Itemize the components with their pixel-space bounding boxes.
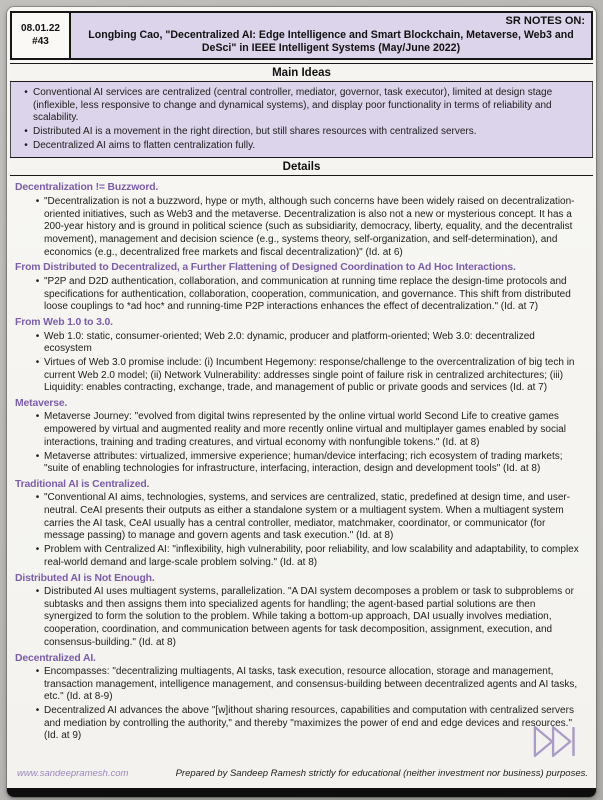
header	[10, 11, 593, 60]
section-heading: Decentralization != Buzzword.	[15, 182, 159, 194]
list-item-text: "Decentralization is not a buzzword, hype or myth, although such concerns have been widely raised on decentralization-oriented initiatives, such as Web3 and the metaverse. Decentralization is also not a new or mysterious concept. It has a 200-year history and is ground in political science (such as subsidiarity, democracy, liberty, equality, and the decentralist movement), management and decision science (e.g., systems theory, self-organization, and self-determination), and economics (e.g., decentralized free markets and fiscal decentralization)" (Id. at 6)	[44, 195, 575, 258]
details-section	[15, 261, 585, 314]
main-ideas-box	[10, 82, 593, 157]
list-item	[15, 586, 585, 649]
list-item-text: "P2P and D2D authentication, collaboration, and communication at running time replace the design-time protocols and specifications for authentication, collaboration, cooperation, communication, and governance. This shift from distributed loose couplings to *ad hoc* and running-time P2P interactions enhances the effect of decentralization." (Id. at 7)	[44, 275, 571, 313]
fast-forward-icon	[532, 723, 578, 760]
list-item	[15, 544, 585, 569]
list-item-text: Decentralized AI aims to flatten centralization fully.	[33, 139, 256, 151]
details-section	[15, 652, 585, 744]
bullet-icon: •	[35, 195, 40, 207]
sr-notes-label: SR NOTES ON:	[505, 15, 585, 27]
details-section	[15, 572, 585, 650]
details-section	[15, 397, 585, 476]
list-item	[15, 357, 585, 395]
date-badge	[10, 11, 71, 60]
footer	[17, 768, 588, 779]
list-item	[19, 87, 582, 125]
list-item	[15, 451, 585, 476]
section-heading: Traditional AI is Centralized.	[15, 478, 150, 490]
citation: Longbing Cao, "Decentralized AI: Edge Intelligence and Smart Blockchain, Metaverse, Web3 and DeSci" in IEEE Intelligent Systems (May/June 2022)	[88, 29, 574, 55]
list-item-text: Decentralized AI advances the above "[w]ithout sharing resources, capabilities and computation with centralized servers and mediation by controlling the authority," and thereby "maximizes the power of end and edge devices and resources." (Id. at 9)	[44, 705, 574, 742]
list-item	[19, 126, 582, 139]
section-heading: Decentralized AI.	[15, 652, 96, 664]
list-item	[15, 331, 585, 356]
details-content	[10, 176, 593, 743]
bullet-icon: •	[35, 666, 40, 678]
section-heading: Distributed AI is Not Enough.	[15, 572, 155, 584]
list-item-text: Metaverse attributes: virtualized, immersive experience; human/device interfacing; rich ecosystem of trading markets; "suite of enabling technologies for infrastructure, interfacing, interaction, design and development tools" (Id. at 8)	[44, 450, 563, 475]
section-heading: From Distributed to Decentralized, a Further Flattening of Designed Coordination to Ad Hoc Interactions.	[15, 262, 516, 274]
list-item-text: Encompasses: "decentralizing multiagents, AI tasks, task execution, resource allocation, storage and management, transaction management, intelligence management, and consensus-building between decentralized agents and AI tasks, etc." (Id. at 8-9)	[44, 666, 578, 703]
date-text: 08.01.22	[21, 23, 60, 35]
bullet-icon: •	[35, 275, 40, 287]
list-item	[15, 196, 585, 259]
note-number: #43	[32, 35, 49, 47]
bullet-icon: •	[35, 356, 40, 368]
list-item-text: Problem with Centralized AI: "inflexibility, high vulnerability, poor reliability, and low scalability and adaptability, to complex real-world demand and large-scale problem solving." (Id. at 8)	[44, 544, 579, 568]
bullet-icon: •	[35, 705, 40, 717]
bullet-icon: •	[35, 544, 40, 556]
list-item-text: "Conventional AI aims, technologies, systems, and services are centralized, static, predefined at design time, and user-neutral. CeAI presents their outputs as either a standalone system or a multiagent system. When a multiagent system carries the AI task, CeAI usually has a central controller, mediator, matchmaker, coordinator, or communicator (for message passing) to manage and govern agents and task execution." (Id. at 8)	[44, 492, 571, 542]
bullet-icon: •	[24, 139, 28, 151]
list-item	[15, 705, 585, 743]
list-item	[15, 276, 585, 314]
bullet-icon: •	[24, 126, 28, 138]
list-item	[15, 492, 585, 543]
disclaimer-text: Prepared by Sandeep Ramesh strictly for educational (neither investment nor business) purposes.	[175, 768, 588, 779]
bullet-icon: •	[35, 330, 40, 342]
list-item	[19, 140, 582, 153]
list-item	[15, 666, 585, 704]
details-header: Details	[10, 157, 593, 176]
list-item-text: Distributed AI uses multiagent systems, parallelization. "A DAI system decomposes a problem or task to subproblems or subtasks and then assigns them into specialized agents for handling; the agent-based partial solutions are then synergized to form the solution to the problem. While taking a bottom-up approach, DAI usually involves mediation, cooperation, coordination, and communication between agents for task decomposition, assignment, execution, and consensus-building." (Id. at 8)	[44, 586, 574, 648]
bullet-icon: •	[35, 450, 40, 462]
website-link[interactable]: www.sandeepramesh.com	[17, 768, 129, 779]
bullet-icon: •	[24, 87, 28, 99]
list-item-text: Virtues of Web 3.0 promise include: (i) Incumbent Hegemony: response/challenge to the overcentralization of big tech in current Web 2.0 model; (ii) Network Vulnerability: addresses single point of failure risk in centralized architectures; (iii) Liquidity: enables contracting, exchange, trade, and management of public or private goods and services (Id. at 7)	[44, 356, 575, 394]
details-section	[15, 478, 585, 570]
bullet-icon: •	[35, 586, 40, 598]
main-ideas-header: Main Ideas	[10, 63, 593, 82]
section-heading: Metaverse.	[15, 397, 68, 409]
title-box	[69, 11, 593, 60]
section-heading: From Web 1.0 to 3.0.	[15, 317, 113, 328]
list-item-text: Metaverse Journey: "evolved from digital twins represented by the online virtual world Second Life to creative games empowered by virtual and augmented reality and more recently online virtual and multiplayer games enabled by social interactions, training and trading creatures, and virtual economy with nonfungible tokens." (Id. at 8)	[44, 411, 566, 448]
list-item	[15, 411, 585, 449]
notes-page	[7, 7, 596, 797]
bullet-icon: •	[35, 411, 40, 423]
details-section	[15, 316, 585, 395]
bullet-icon: •	[35, 492, 40, 504]
list-item-text: Conventional AI services are centralized (central controller, mediator, governor, task executor), limited at design stage (inflexible, less responsive to change and dynamical systems), and display poor functionality in terms of reliability and scalability.	[33, 87, 553, 124]
list-item-text: Web 1.0: static, consumer-oriented; Web 2.0: dynamic, producer and platform-oriented; Web 3.0: decentralized ecosystem	[44, 330, 535, 355]
details-section	[15, 181, 585, 259]
list-item-text: Distributed AI is a movement in the right direction, but still shares resources with centralized servers.	[33, 126, 477, 138]
